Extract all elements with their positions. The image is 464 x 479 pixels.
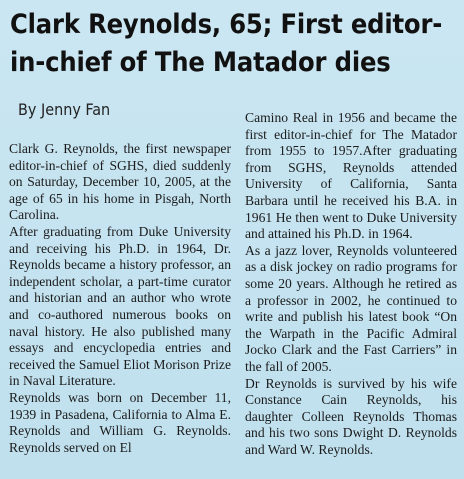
headline-line-2: in-chief of The Matador dies: [10, 47, 391, 78]
article-column-right: [245, 110, 457, 458]
headline: [10, 6, 443, 82]
article-column-left: [9, 141, 231, 456]
paragraph: Dr Reynolds is survived by his wife Constance Cain Reynolds, his daughter Colleen Reynolds Thomas and his two sons Dwight D. Reynolds and Ward W. Reynolds.: [245, 375, 457, 457]
paragraph: Reynolds was born on December 11, 1939 in Pasadena, California to Alma E. Reynolds and William G. Reynolds. Reynolds served on El: [9, 389, 231, 455]
paragraph: As a jazz lover, Reynolds volunteered as a disk jockey on radio programs for some 20 years. Although he retired as a professor in 2002, he continued to write and publish his latest book “On the Warpath in the Pacific Admiral Jocko Clark and the Fast Carriers” in the fall of 2005.: [245, 242, 457, 374]
paragraph: After graduating from Duke University and receiving his Ph.D. in 1964, Dr. Reynolds became a history professor, an independent scholar, a part-time curator and historian and an author who wrote and co-authored numerous books on naval history. He also published many essays and encyclopedia entries and received the Samuel Eliot Morison Prize in Naval Literature.: [9, 223, 231, 389]
paragraph: Clark G. Reynolds, the first newspaper editor-in-chief of SGHS, died suddenly on Saturday, December 10, 2005, at the age of 65 in his home in Pisgah, North Carolina.: [9, 141, 231, 223]
paragraph: Camino Real in 1956 and became the first editor-in-chief for The Matador from 1955 to 1957.After graduating from SGHS, Reynolds attended University of California, Santa Barbara until he received his B.A. in 1961 He then went to Duke University and attained his Ph.D. in 1964.: [245, 110, 457, 242]
headline-line-1: Clark Reynolds, 65; First editor-: [10, 9, 443, 40]
byline: By Jenny Fan: [18, 100, 111, 119]
